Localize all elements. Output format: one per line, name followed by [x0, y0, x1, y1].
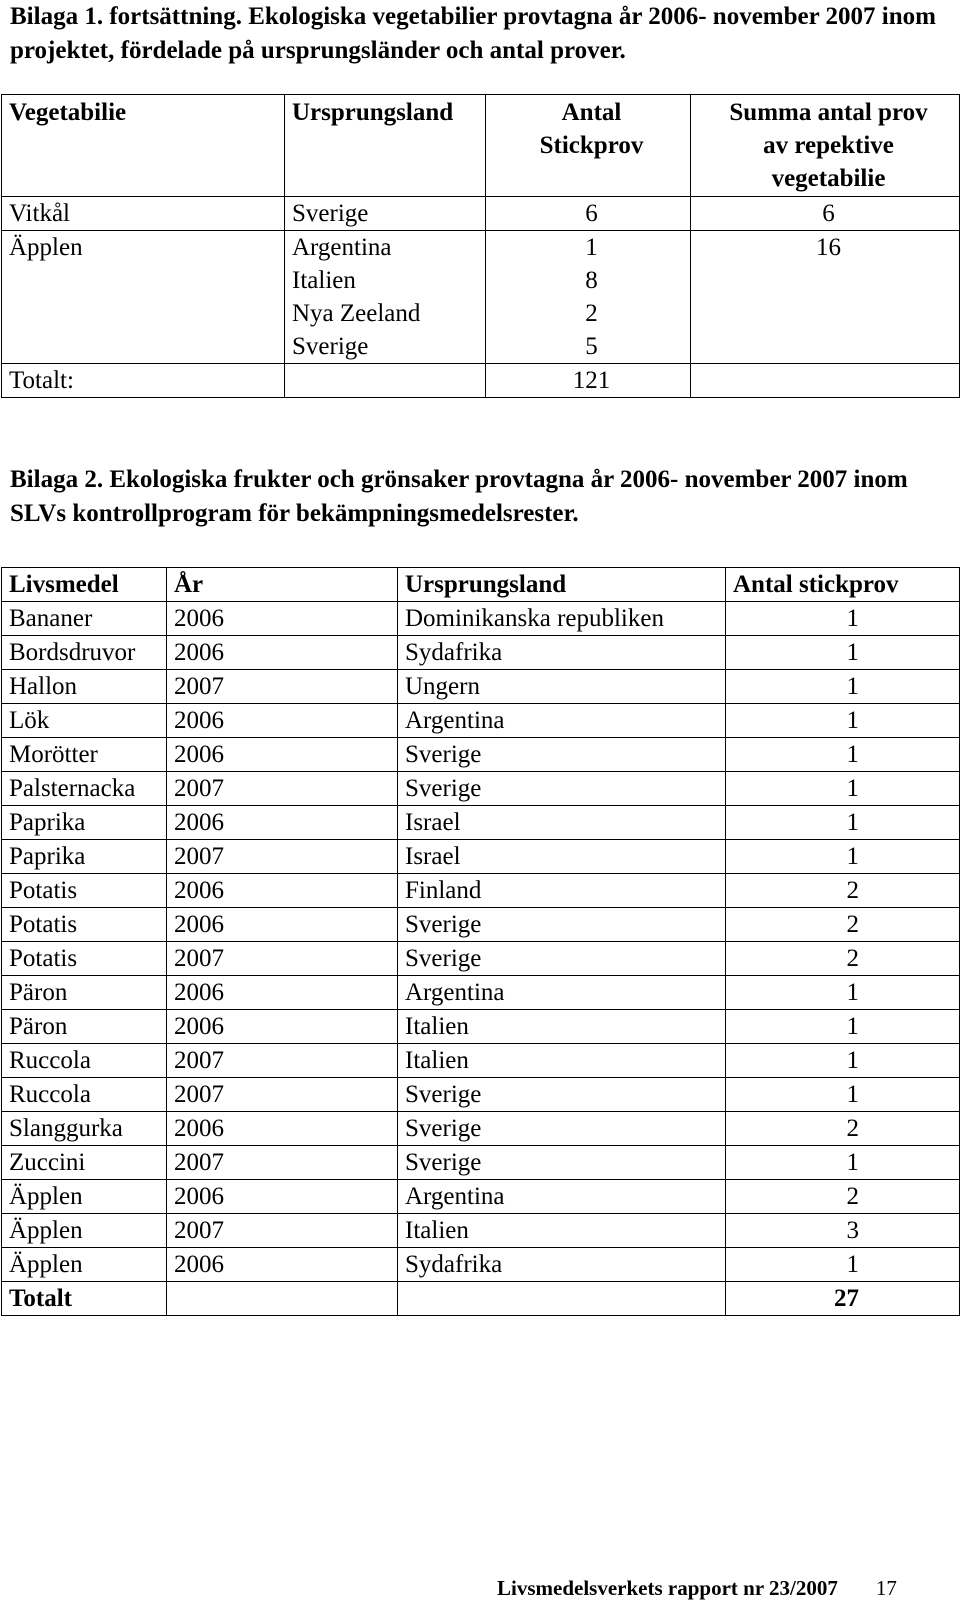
header-antal-line2: Stickprov [539, 132, 644, 159]
cell-livsmedel: Ruccola [2, 1078, 167, 1112]
cell-ar: 2007 [167, 670, 398, 704]
table-row [2, 231, 960, 364]
cell-livsmedel: Bordsdruvor [2, 636, 167, 670]
cell-antal: 6 [486, 197, 691, 231]
header-antal-stickprov: Antal stickprov [726, 568, 960, 602]
table-row [2, 942, 960, 976]
cell-antal: 3 [726, 1214, 960, 1248]
cell-livsmedel: Slanggurka [2, 1112, 167, 1146]
cell-livsmedel: Ruccola [2, 1044, 167, 1078]
cell-antal: 1 [726, 1044, 960, 1078]
total-row [2, 364, 960, 398]
cell-ar: 2006 [167, 874, 398, 908]
cell-antal: 1 [726, 806, 960, 840]
cell-antal: 1 [726, 704, 960, 738]
bilaga1-table [1, 94, 960, 398]
cell-livsmedel: Päron [2, 976, 167, 1010]
antal-item: 5 [585, 333, 598, 360]
header-ursprungsland: Ursprungsland [285, 95, 486, 197]
table-row [2, 908, 960, 942]
table-header-row [2, 568, 960, 602]
table-row [2, 1180, 960, 1214]
table-row [2, 197, 960, 231]
table-row [2, 806, 960, 840]
table-row [2, 704, 960, 738]
cell-ursprungsland: Sverige [398, 738, 726, 772]
cell-antal: 1 [726, 602, 960, 636]
cell-antal: 1 [726, 1146, 960, 1180]
cell-antal: 2 [726, 1180, 960, 1214]
table-row [2, 1112, 960, 1146]
cell-ursprungsland: Dominikanska republiken [398, 602, 726, 636]
land-item: Nya Zeeland [292, 300, 421, 327]
cell-antal: 1 [726, 738, 960, 772]
cell-antal: 1 [726, 1078, 960, 1112]
cell-livsmedel: Äpplen [2, 1248, 167, 1282]
cell-ursprungsland: Argentina [398, 1180, 726, 1214]
table-row [2, 772, 960, 806]
bilaga2-heading: Bilaga 2. Ekologiska frukter och grönsaker provtagna år 2006- november 2007 inom SLVs kontrollprogram för bekämpningsmedelsrester. [10, 466, 908, 527]
cell-ar: 2007 [167, 942, 398, 976]
cell-ursprungsland: Sverige [398, 1146, 726, 1180]
cell-ursprungsland: Sverige [398, 942, 726, 976]
cell-empty [691, 364, 960, 398]
page-footer [497, 1575, 897, 1601]
cell-ar: 2007 [167, 840, 398, 874]
cell-ursprungsland: Argentina [398, 976, 726, 1010]
header-summa-line3: vegetabilie [771, 165, 886, 192]
cell-ar: 2006 [167, 1248, 398, 1282]
cell-antal: 1 [726, 670, 960, 704]
total-label: Totalt [2, 1282, 167, 1316]
cell-ar: 2006 [167, 908, 398, 942]
table-row [2, 840, 960, 874]
header-antal-stickprov [486, 95, 691, 197]
page-number: 17 [875, 1576, 897, 1600]
cell-ar: 2006 [167, 1010, 398, 1044]
cell-antal: 1 [726, 772, 960, 806]
total-value: 121 [486, 364, 691, 398]
cell-ar: 2007 [167, 772, 398, 806]
table-row [2, 1146, 960, 1180]
cell-antal [486, 231, 691, 364]
cell-livsmedel: Potatis [2, 942, 167, 976]
cell-ursprungsland: Sydafrika [398, 636, 726, 670]
total-value: 27 [726, 1282, 960, 1316]
cell-ursprungsland: Sverige [398, 1112, 726, 1146]
cell-antal: 2 [726, 874, 960, 908]
cell-ursprungsland: Sydafrika [398, 1248, 726, 1282]
cell-ar: 2007 [167, 1078, 398, 1112]
cell-livsmedel: Potatis [2, 874, 167, 908]
cell-livsmedel: Äpplen [2, 1180, 167, 1214]
cell-ar: 2006 [167, 806, 398, 840]
cell-ursprungsland: Sverige [398, 1078, 726, 1112]
table-row [2, 602, 960, 636]
cell-livsmedel: Zuccini [2, 1146, 167, 1180]
cell-livsmedel: Morötter [2, 738, 167, 772]
cell-antal: 2 [726, 1112, 960, 1146]
cell-ar: 2006 [167, 738, 398, 772]
land-item: Argentina [292, 234, 392, 261]
cell-empty [398, 1282, 726, 1316]
cell-antal: 2 [726, 908, 960, 942]
report-title: Livsmedelsverkets rapport nr 23/2007 [497, 1576, 838, 1600]
cell-vegetabilie: Äpplen [2, 231, 285, 364]
antal-item: 8 [585, 267, 598, 294]
bilaga1-heading: Bilaga 1. fortsättning. Ekologiska vegetabilier provtagna år 2006- november 2007 inom projektet, fördelade på ursprungsländer och antal prover. [10, 3, 936, 64]
cell-ursprungsland: Sverige [398, 908, 726, 942]
cell-vegetabilie: Vitkål [2, 197, 285, 231]
table-row [2, 1214, 960, 1248]
table-row [2, 1248, 960, 1282]
cell-ursprungsland: Italien [398, 1010, 726, 1044]
cell-ursprungsland [285, 231, 486, 364]
header-summa-line1: Summa antal prov [729, 99, 928, 126]
cell-livsmedel: Hallon [2, 670, 167, 704]
table-row [2, 636, 960, 670]
cell-livsmedel: Potatis [2, 908, 167, 942]
bilaga2-table [1, 567, 960, 1316]
cell-ursprungsland: Sverige [285, 197, 486, 231]
cell-ar: 2007 [167, 1146, 398, 1180]
cell-ursprungsland: Italien [398, 1044, 726, 1078]
cell-livsmedel: Päron [2, 1010, 167, 1044]
cell-empty [285, 364, 486, 398]
total-row [2, 1282, 960, 1316]
cell-ursprungsland: Israel [398, 806, 726, 840]
cell-ar: 2006 [167, 1180, 398, 1214]
header-ursprungsland: Ursprungsland [398, 568, 726, 602]
total-label: Totalt: [2, 364, 285, 398]
cell-ar: 2006 [167, 602, 398, 636]
table-row [2, 1078, 960, 1112]
cell-antal: 1 [726, 1248, 960, 1282]
cell-ursprungsland: Finland [398, 874, 726, 908]
cell-livsmedel: Lök [2, 704, 167, 738]
land-item: Sverige [292, 333, 369, 360]
cell-livsmedel: Paprika [2, 806, 167, 840]
table-row [2, 1044, 960, 1078]
header-livsmedel: Livsmedel [2, 568, 167, 602]
table-header-row [2, 95, 960, 197]
cell-antal: 1 [726, 1010, 960, 1044]
cell-empty [167, 1282, 398, 1316]
cell-antal: 1 [726, 840, 960, 874]
cell-livsmedel: Bananer [2, 602, 167, 636]
cell-ar: 2006 [167, 704, 398, 738]
cell-ar: 2006 [167, 1112, 398, 1146]
cell-ar: 2006 [167, 636, 398, 670]
cell-ursprungsland: Argentina [398, 704, 726, 738]
cell-ursprungsland: Sverige [398, 772, 726, 806]
table-row [2, 738, 960, 772]
cell-ursprungsland: Israel [398, 840, 726, 874]
header-vegetabilie: Vegetabilie [2, 95, 285, 197]
cell-ursprungsland: Italien [398, 1214, 726, 1248]
land-item: Italien [292, 267, 356, 294]
cell-antal: 1 [726, 636, 960, 670]
table-row [2, 874, 960, 908]
header-ar: År [167, 568, 398, 602]
table-row [2, 670, 960, 704]
cell-ar: 2006 [167, 976, 398, 1010]
antal-item: 2 [585, 300, 598, 327]
cell-antal: 2 [726, 942, 960, 976]
antal-item: 1 [585, 234, 598, 261]
cell-summa: 16 [691, 231, 960, 364]
cell-summa: 6 [691, 197, 960, 231]
header-summa-line2: av repektive [763, 132, 894, 159]
cell-ar: 2007 [167, 1044, 398, 1078]
cell-antal: 1 [726, 976, 960, 1010]
header-antal-line1: Antal [561, 99, 622, 126]
table-row [2, 1010, 960, 1044]
cell-livsmedel: Äpplen [2, 1214, 167, 1248]
cell-ursprungsland: Ungern [398, 670, 726, 704]
cell-ar: 2007 [167, 1214, 398, 1248]
cell-livsmedel: Palsternacka [2, 772, 167, 806]
header-summa-antal-prov [691, 95, 960, 197]
table-row [2, 976, 960, 1010]
cell-livsmedel: Paprika [2, 840, 167, 874]
